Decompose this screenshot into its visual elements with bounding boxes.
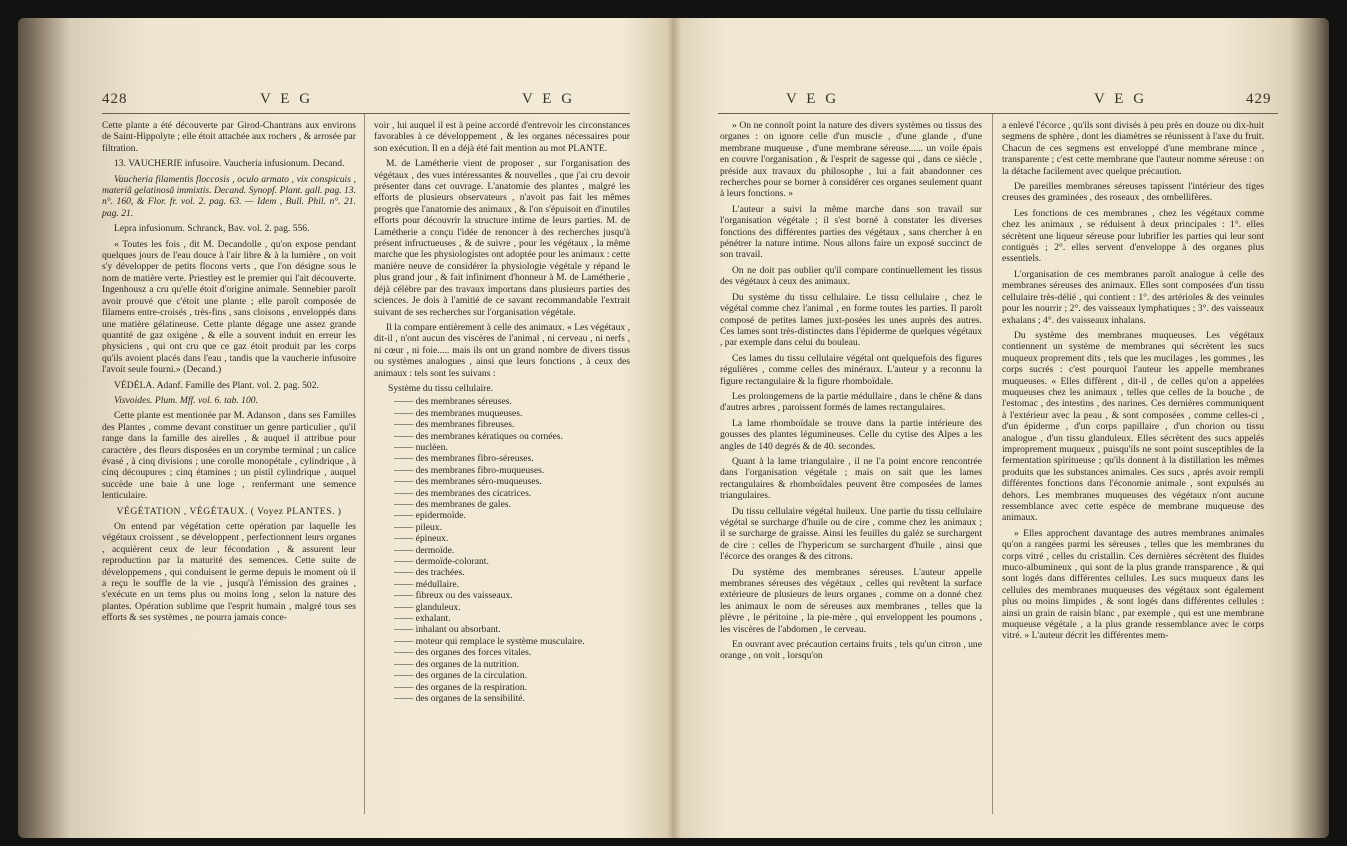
list-item: —— moteur qui remplace le système musculaire. bbox=[388, 636, 630, 647]
list-item: —— des trachées. bbox=[388, 567, 630, 578]
column-rule bbox=[992, 114, 993, 814]
paragraph: On ne doit pas oublier qu'il compare continuellement les tissus des végétaux à ceux des animaux. bbox=[720, 264, 982, 288]
header-rule bbox=[102, 113, 630, 114]
list-item: —— dermoïde. bbox=[388, 545, 630, 556]
list-item: —— médullaire. bbox=[388, 579, 630, 590]
paragraph: VÉDÉLA. Adanf. Famille des Plant. vol. 2. pag. 502. bbox=[114, 379, 319, 391]
paragraph: L'auteur a suivi la même marche dans son travail sur l'organisation végétale ; il s'est borné à constater les diverses fonctions des différentes parties des végétaux , sans chercher à en pénétrer la nature intime. Nous allons faire un exposé succinct de son travail. bbox=[720, 203, 982, 261]
paragraph: Les prolongemens de la partie médullaire , dans le chêne & dans d'autres arbres , paroissent formés de lames rectangulaires. bbox=[720, 390, 982, 414]
paragraph: Il la compare entièrement à celle des animaux. « Les végétaux , dit-il , n'ont aucun des viscères de l'animal , ni cerveau , ni nerfs , ni cœur , ni foie..... mais ils ont un grand nombre de divers tissus ou systèmes analogues , ainsi que leurs fonctions , à ceux des animaux : tels sont les suivans : bbox=[374, 321, 630, 379]
column-rule bbox=[364, 114, 365, 814]
paragraph: » On ne connoît point la nature des divers systèmes ou tissus des organes : on ignore celle d'un muscle , d'une glande , d'une membrane muqueuse , d'une membrane séreuse...... un voile épais en couvre l'organisation , & l'esprit de sagesse qui , dans ce siècle , préside aux travaux du philosophe , lui a fait abandonner ces recherches pour se borner à considérer ces organes seulement quant à leurs fonctions. » bbox=[720, 120, 982, 200]
list-item: —— nucléen. bbox=[388, 442, 630, 453]
left-column-2 bbox=[374, 120, 630, 708]
left-column-1 bbox=[102, 120, 356, 628]
paragraph: Du système des membranes muqueuses. Les végétaux contiennent un système de membranes qui sécrètent les sucs muqueux proprement dits , tels que les mucilages , les gommes , les corps sucrés : c'est pourquoi l'auteur les appelle membranes muqueuses. « Elles diffèrent , dit-il , de celles qu'on a appelées muqueuses chez les animaux , telles que celles de la bouche , de l'estomac , des intestins , des narines. Ces dernières communiquent à l'extérieur avec la peau , & sont composées , comme celles-ci , d'un épiderme , d'un corps papillaire , d'un chorion ou tissu analogue , d'un tissu glanduleux. Elles sécrètent des sucs appelés improprement muqueux , puisqu'ils ne sont point susceptibles de la fermentation spiritueuse ; qu'ils donnent à la distillation les mêmes produits que les substances animales. Ces sucs , après avoir rempli différentes fonctions dans l'économie animale , sont expulsés au dehors. Les membranes muqueuses des végétaux n'ont aucune ressemblance avec cette espèce de membrane muqueuse des animaux. bbox=[1002, 329, 1264, 524]
paragraph: » Elles approchent davantage des autres membranes animales qu'on a rangées parmi les séreuses , telles que les membranes du corps vitré , celles du cristallin. Ces dernières sécrètent des fluides muco-albumineux , qui sont de la plus grande transparence , & qui sont logés dans différentes cellules. Les sucs muqueux dans les cellules des membranes muqueuses des végétaux sont également plus ou moins limpides , & sont logés dans différentes cellules : ainsi un grain de raisin blanc , par exemple , qui est une membrane muqueuse végétale , a la plus grande ressemblance avec le corps vitré. » L'auteur décrit les différentes mem- bbox=[1002, 527, 1264, 642]
list-item: —— fibreux ou des vaisseaux. bbox=[388, 590, 630, 601]
paragraph: M. de Lamétherie vient de proposer , sur l'organisation des végétaux , des vues intéressantes & nouvelles , que j'ai cru devoir présenter dans cet ouvrage. L'anatomie des plantes , malgré les efforts de plusieurs observateurs , n'avoit pas fait les mêmes progrès que l'anatomie des animaux , & l'on s'épuisoit en d'inutiles efforts pour découvrir la structure intime de leurs parties. M. de Lamétherie a conçu l'idée de renoncer à des recherches jusqu'à présent infructueuses , & de suivre , pour les végétaux , la même marche que les physiologistes ont adoptée pour les animaux : cette manière neuve de considérer la physiologie végétale y répand le plus grand jour , & fait infiniment d'honneur à M. de Lamétherie , déjà célèbre par des travaux importans dans plusieurs parties des sciences. Je dois à l'amitié de ce savant recommandable l'extrait suivant de ses recherches sur l'organisation végétale. bbox=[374, 158, 630, 318]
tissue-system-list bbox=[388, 396, 630, 704]
list-item: —— des organes de la respiration. bbox=[388, 682, 630, 693]
header-rule bbox=[718, 113, 1278, 114]
paragraph: Du système du tissu cellulaire. Le tissu cellulaire , chez le végétal comme chez l'animal , en forme toutes les parties. Il paroît composé de petites lames juxt-posées les unes auprès des autres. Ces lames sont très-distinctes dans l'épiderme de quelques végétaux , par exemple dans celui du bouleau. bbox=[720, 291, 982, 349]
right-column-2 bbox=[1002, 120, 1264, 646]
list-item: —— inhalant ou absorbant. bbox=[388, 624, 630, 635]
list-item: —— des membranes fibro-muqueuses. bbox=[388, 465, 630, 476]
list-item: —— des membranes des cicatrices. bbox=[388, 488, 630, 499]
paragraph: Vaucheria filamentis floccosis , oculo armato , vix conspicuis , materiâ gelatinosâ immixtis. Decand. Synopf. Plant. gall. pag. 13. n°. 160, & Flor. fr. vol. 2. pag. 63. — Idem , Bull. Phil. n°. 21. pag. 21. bbox=[102, 173, 356, 219]
right-column-1 bbox=[720, 120, 982, 666]
list-item: —— des membranes kératiques ou cornées. bbox=[388, 431, 630, 442]
right-page bbox=[674, 48, 1329, 838]
list-item: —— epidermoïde. bbox=[388, 510, 630, 521]
list-item: —— épineux. bbox=[388, 533, 630, 544]
list-item: —— des membranes séreuses. bbox=[388, 396, 630, 407]
list-item: —— des organes de la circulation. bbox=[388, 670, 630, 681]
list-item: —— dermoïde-colorant. bbox=[388, 556, 630, 567]
open-book bbox=[18, 18, 1329, 838]
list-item: —— des membranes muqueuses. bbox=[388, 408, 630, 419]
paragraph: En ouvrant avec précaution certains fruits , tels qu'un citron , une orange , on voit , lorsqu'on bbox=[720, 639, 982, 662]
section-heading: VÉGÉTATION , VÉGÉTAUX. ( Voyez PLANTES. ) bbox=[116, 505, 342, 517]
paragraph: Visvoides. Plum. Mff. vol. 6. tab. 100. bbox=[114, 394, 258, 406]
running-head: V E G bbox=[522, 91, 576, 107]
paragraph: Du tissu cellulaire végétal huileux. Une partie du tissu cellulaire végétal se surcharge d'huile ou de cire , comme chez les animaux ; il se surcharge de graisse. Ainsi les feuilles du galéz se surchargent de cire : celles de l'hypericum se surchargent d'huile , ainsi que l'écorce des oranges & des citrons. bbox=[720, 505, 982, 563]
list-item: —— des organes de la nutrition. bbox=[388, 659, 630, 670]
running-head: V E G bbox=[786, 91, 840, 107]
paragraph: Cette plante est mentionée par M. Adanson , dans ses Familles des Plantes , comme devant constituer un genre particulier , qu'il range dans la famille des airelles , & auquel il attribue pour caractère , des fleurs disposées en un corymbe terminal ; un calice évasé , à cinq divisions ; une corolle monopétale , cylindrique , à cinq découpures ; cinq étamines ; un pistil cylindrique , auquel succède une baie à une loge , renfermant une semence lenticulaire. bbox=[102, 410, 356, 502]
running-head: V E G bbox=[1094, 91, 1148, 107]
paragraph: a enlevé l'écorce , qu'ils sont divisés à peu près en douze ou dix-huit segmens de sphère , dont les diamètres se réunissent à l'axe du fruit. Chacun de ces segmens est enveloppé d'une membrane mince , transparente ; c'est cette membrane que l'auteur nomme séreuse : on la détache facilement avec quelque précaution. bbox=[1002, 120, 1264, 177]
list-item: —— des organes de la sensibilité. bbox=[388, 693, 630, 704]
list-item: —— des membranes fibro-séreuses. bbox=[388, 453, 630, 464]
running-head: V E G bbox=[260, 91, 314, 107]
paragraph: Lepra infusionum. Schranck, Bav. vol. 2. pag. 556. bbox=[114, 223, 310, 235]
paragraph: Ces lames du tissu cellulaire végétal ont quelquefois des figures régulières , comme celles des minéraux. L'auteur y a reconnu la figure rectangulaire & la figure rhomboïdale. bbox=[720, 352, 982, 387]
list-intro: Système du tissu cellulaire. bbox=[388, 382, 493, 394]
paragraph: Les fonctions de ces membranes , chez les végétaux comme chez les animaux , se réduisent à deux principales : 1°. elles sécrètent une liqueur séreuse pour lubrifier les parties qui leur sont contiguës ; 2°. elles servent d'enveloppe à des organes plus essentiels. bbox=[1002, 207, 1264, 265]
list-item: —— des membranes de gales. bbox=[388, 499, 630, 510]
paragraph: On entend par végétation cette opération par laquelle les végétaux croissent , se développent , perfectionnent leurs organes , acquièrent ceux de leur fécondation , & assurent leur reproduction par la maturité des semences. Cette suite de développemens , qui conduisent le germe depuis le moment où il a reçu le souffle de la vie , jusqu'à l'émission des graines , s'exécute en un tems plus ou moins long , selon la nature des plantes. Opération sublime que l'esprit humain , malgré tous ses efforts & ses systèmes , ne pourra jamais conce- bbox=[102, 521, 356, 624]
page-number: 429 bbox=[1246, 91, 1272, 107]
paragraph: L'organisation de ces membranes paroît analogue à celle des membranes séreuses des animaux. Elles sont composées d'un tissu cellulaire très-délié , qui contient : 1°. des artérioles & des veinules pour les nourrir ; 2°. des vaisseaux lymphatiques ; 3°. des vaisseaux exhalans ; 4°. des vaisseaux inhalans. bbox=[1002, 268, 1264, 326]
list-item: —— des membranes séro-muqueuses. bbox=[388, 476, 630, 487]
paragraph: Quant à la lame triangulaire , il ne l'a point encore rencontrée dans l'organisation végétale ; mais on sait que les lames rectangulaires & rhomboïdales peuvent être composées de lames triangulaires. bbox=[720, 455, 982, 502]
paragraph: 13. VAUCHERIE infusoire. Vaucheria infusionum. Decand. bbox=[114, 158, 345, 170]
list-item: —— des membranes fibreuses. bbox=[388, 419, 630, 430]
paragraph: La lame rhomboïdale se trouve dans la partie intérieure des gousses des plantes légumineuses. Celle du cytise des Alpes a les angles de 140 degrés & de 40. secondes. bbox=[720, 417, 982, 452]
list-item: —— glanduleux. bbox=[388, 602, 630, 613]
left-page bbox=[18, 48, 673, 838]
paragraph: De pareilles membranes séreuses tapissent l'intérieur des tiges creuses des graminées , des roseaux , des ombellifères. bbox=[1002, 181, 1264, 204]
page-number: 428 bbox=[102, 91, 128, 107]
paragraph: Du système des membranes séreuses. L'auteur appelle membranes séreuses des végétaux , celles qui revêtent la surface extérieure de plusieurs de leurs organes , comme on a donné chez les animaux le nom de séreuses aux membranes , telles que la plèvre , le péritoine , la pie-mère , qui enveloppent les poumons , les viscères de l'abdomen , le cerveau. bbox=[720, 566, 982, 635]
paragraph: Cette plante a été découverte par Girod-Chantrans aux environs de Saint-Hippolyte ; elle étoit attachée aux rochers , & arrosée par filtration. bbox=[102, 120, 356, 154]
list-item: —— pileux. bbox=[388, 522, 630, 533]
list-item: —— exhalant. bbox=[388, 613, 630, 624]
list-item: —— des organes des forces vitales. bbox=[388, 647, 630, 658]
paragraph: « Toutes les fois , dit M. Decandolle , qu'on expose pendant quelques jours de l'eau douce à l'air libre & à la lumière , on voit s'y développer de petits flocons verts , que l'on désigne sous le nom de matière verte. Priestley est le premier qui l'ait découverte. Ingenhousz a cru qu'elle étoit d'origine animale. Sennebier paroît avoir prouvé que c'étoit une plante ; elle paroît composée de filamens entre-croisés , très-fins , sans cloisons , enveloppés dans une matière gélatineuse. Cette plante dégage une assez grande quantité de gaz oxigène , & elle a souvent induit en erreur les physiciens , qui ont cru que ce gaz étoit produit par les corps qu'ils avoient placés dans l'eau , tandis que la vaucherie infusoire l'avoit seule fourni.» (Decand.) bbox=[102, 238, 356, 376]
paragraph: voir , lui auquel il est à peine accordé d'entrevoir les circonstances favorables à ce développement , & les organes nécessaires pour son exécution. Il en a déjà été fait mention au mot PLANTE. bbox=[374, 120, 630, 154]
